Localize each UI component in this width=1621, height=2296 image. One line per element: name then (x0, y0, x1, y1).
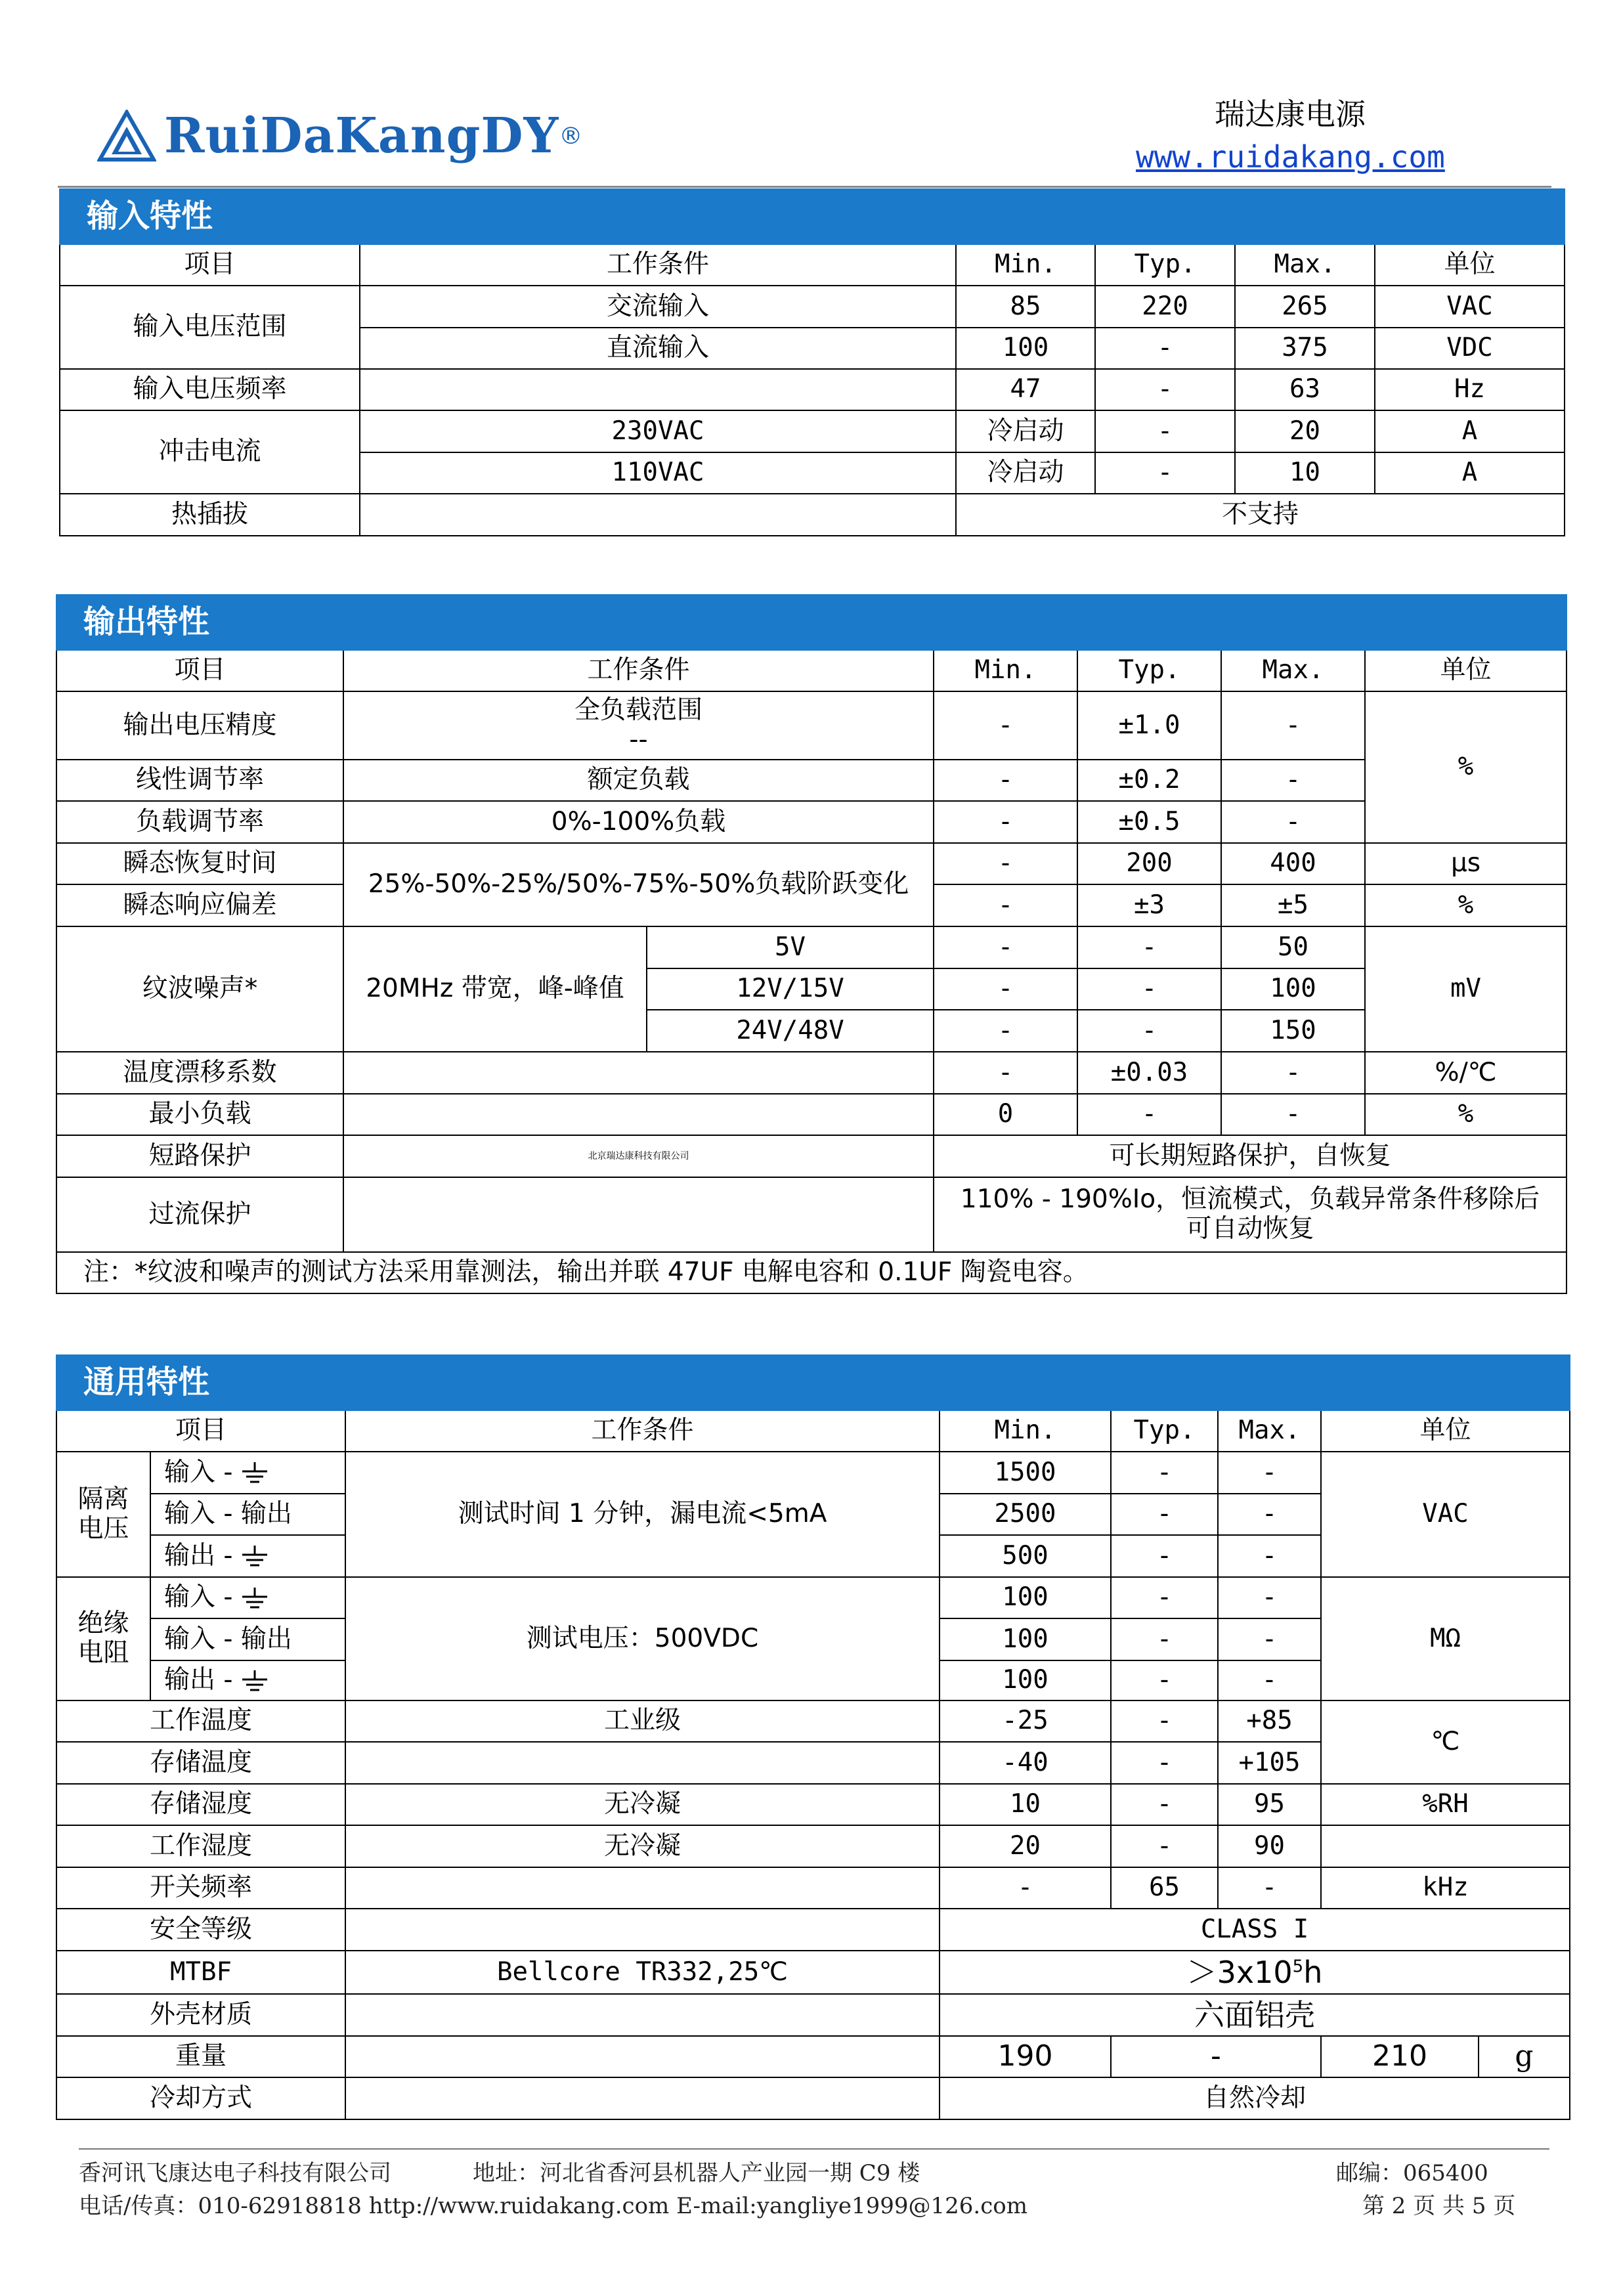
row-label: 重量 (56, 2036, 345, 2077)
value-cell: 自然冷却 (940, 2077, 1570, 2119)
max-cell: 210 (1321, 2036, 1479, 2077)
typ-cell: - (1077, 1094, 1221, 1135)
value-cell: 不支持 (956, 494, 1565, 536)
typ-cell: ±0.03 (1077, 1052, 1221, 1094)
typ-cell: - (1095, 369, 1235, 410)
typ-cell: ±0.5 (1077, 801, 1221, 843)
max-cell: - (1218, 1618, 1321, 1660)
typ-cell: - (1111, 1825, 1218, 1867)
sub-label (150, 1452, 345, 1494)
typ-cell: - (1077, 1010, 1221, 1052)
typ-cell: - (1111, 1700, 1218, 1742)
value-cell (934, 1177, 1567, 1252)
unit-cell: VAC (1321, 1452, 1570, 1577)
condition-cell: 20MHz 带宽，峰-峰值 (343, 926, 647, 1052)
condition-cell (360, 494, 956, 536)
footer-postcode: 邮编：065400 (1336, 2160, 1488, 2186)
company-website-link[interactable]: www.ruidakang.com (1136, 139, 1445, 175)
header-divider (58, 186, 1551, 188)
max-cell: - (1221, 801, 1365, 843)
min-cell: 190 (940, 2036, 1111, 2077)
condition-cell (343, 1094, 934, 1135)
condition-cell (343, 1177, 934, 1252)
max-cell: - (1218, 1452, 1321, 1494)
col-header-item: 项目 (56, 1410, 345, 1452)
unit-cell: A (1375, 410, 1565, 452)
unit-cell: MΩ (1321, 1577, 1570, 1700)
min-cell: - (934, 884, 1077, 926)
col-header-max: Max. (1218, 1410, 1321, 1452)
condition-cell (360, 369, 956, 410)
row-label: 冲击电流 (60, 410, 360, 494)
value-cell (940, 1951, 1570, 1994)
group-label-line-1: 隔离 (77, 1484, 129, 1514)
condition-cell (345, 1742, 940, 1784)
max-cell: 50 (1221, 926, 1365, 968)
max-cell: 265 (1235, 286, 1375, 328)
sub-label-text: 输入 - (164, 1582, 241, 1613)
sub-label-text: 输出 - (164, 1665, 241, 1695)
section-title: 输出特性 (56, 595, 1567, 650)
min-cell: - (934, 801, 1077, 843)
row-label: 工作温度 (56, 1700, 345, 1742)
section-title: 通用特性 (56, 1355, 1570, 1410)
group-label-line-2: 电压 (77, 1513, 129, 1544)
footer-divider (79, 2148, 1549, 2150)
col-header-typ: Typ. (1095, 244, 1235, 286)
condition-cell: 交流输入 (360, 286, 956, 328)
typ-cell: - (1111, 2036, 1321, 2077)
subcondition-cell: 24V/48V (647, 1010, 934, 1052)
unit-cell: VAC (1375, 286, 1565, 328)
min-cell: 100 (940, 1577, 1111, 1618)
typ-cell: - (1111, 1535, 1218, 1577)
col-header-min: Min. (956, 244, 1095, 286)
typ-cell: - (1077, 926, 1221, 968)
row-label: 温度漂移系数 (56, 1052, 343, 1094)
col-header-item: 项目 (56, 650, 343, 691)
row-label: 过流保护 (56, 1177, 343, 1252)
min-cell: - (940, 1867, 1111, 1909)
min-cell: - (934, 760, 1077, 801)
col-header-unit: 单位 (1365, 650, 1567, 691)
registered-mark: ® (559, 122, 583, 150)
condition-cell (345, 1909, 940, 1951)
mtbf-exponent: 5 (1292, 1957, 1304, 1977)
row-label: 存储温度 (56, 1742, 345, 1784)
condition-cell: 110VAC (360, 452, 956, 494)
condition-cell: 230VAC (360, 410, 956, 452)
min-cell: 500 (940, 1535, 1111, 1577)
group-label (56, 1577, 150, 1700)
output-spec-table (56, 594, 1567, 1294)
subcondition-cell: 5V (647, 926, 934, 968)
sub-label-target: 输出 (240, 1624, 292, 1654)
mtbf-value: ＞3x10 (1186, 1954, 1293, 1990)
min-cell: - (934, 1010, 1077, 1052)
condition-cell: 无冷凝 (345, 1784, 940, 1825)
max-cell: - (1218, 1867, 1321, 1909)
min-cell: 冷启动 (956, 410, 1095, 452)
sub-label (150, 1660, 345, 1700)
unit-cell: mV (1365, 926, 1567, 1052)
max-cell: - (1221, 1052, 1365, 1094)
unit-cell: % (1365, 884, 1567, 926)
unit-cell: μs (1365, 843, 1567, 884)
mtbf-unit: h (1303, 1954, 1323, 1990)
max-cell: 10 (1235, 452, 1375, 494)
typ-cell: ±0.2 (1077, 760, 1221, 801)
ground-icon (241, 1546, 269, 1568)
unit-cell: kHz (1321, 1867, 1570, 1909)
row-label: 输入电压范围 (60, 286, 360, 369)
max-cell: ±5 (1221, 884, 1365, 926)
max-cell: 100 (1221, 968, 1365, 1010)
min-cell: 85 (956, 286, 1095, 328)
condition-cell (345, 2036, 940, 2077)
col-header-typ: Typ. (1111, 1410, 1218, 1452)
max-cell: - (1221, 691, 1365, 760)
input-spec-table (59, 188, 1565, 536)
col-header-max: Max. (1221, 650, 1365, 691)
row-label: 存储湿度 (56, 1784, 345, 1825)
row-label: 瞬态响应偏差 (56, 884, 343, 926)
min-cell: -40 (940, 1742, 1111, 1784)
row-label: 外壳材质 (56, 1994, 345, 2036)
row-label: 工作湿度 (56, 1825, 345, 1867)
min-cell: -25 (940, 1700, 1111, 1742)
typ-cell: - (1077, 968, 1221, 1010)
value-line-2: 可自动恢复 (1186, 1214, 1314, 1244)
sub-label-target: 输出 (240, 1499, 292, 1529)
row-label: 冷却方式 (56, 2077, 345, 2119)
ground-icon (241, 1670, 269, 1693)
max-cell: 150 (1221, 1010, 1365, 1052)
row-label: 短路保护 (56, 1135, 343, 1177)
value-cell: 可长期短路保护，自恢复 (934, 1135, 1567, 1177)
min-cell: - (934, 691, 1077, 760)
max-cell: +105 (1218, 1742, 1321, 1784)
min-cell: 47 (956, 369, 1095, 410)
logo-mark-icon (97, 110, 156, 162)
col-header-condition: 工作条件 (343, 650, 934, 691)
typ-cell: - (1111, 1784, 1218, 1825)
condition-cell: 额定负载 (343, 760, 934, 801)
row-label: 最小负载 (56, 1094, 343, 1135)
unit-cell: VDC (1375, 328, 1565, 369)
typ-cell: - (1095, 410, 1235, 452)
col-header-unit: 单位 (1321, 1410, 1570, 1452)
max-cell: 375 (1235, 328, 1375, 369)
col-header-condition: 工作条件 (360, 244, 956, 286)
condition-cell: 测试时间 1 分钟，漏电流<5mA (345, 1452, 940, 1577)
row-label: 负载调节率 (56, 801, 343, 843)
col-header-typ: Typ. (1077, 650, 1221, 691)
min-cell: 0 (934, 1094, 1077, 1135)
max-cell: - (1221, 760, 1365, 801)
min-cell: 冷启动 (956, 452, 1095, 494)
max-cell: - (1218, 1660, 1321, 1700)
condition-cell: 工业级 (345, 1700, 940, 1742)
row-label: 线性调节率 (56, 760, 343, 801)
typ-cell: - (1095, 328, 1235, 369)
min-cell: - (934, 1052, 1077, 1094)
min-cell: 2500 (940, 1494, 1111, 1535)
typ-cell: - (1095, 452, 1235, 494)
unit-cell: g (1479, 2036, 1570, 2077)
row-label: 纹波噪声* (56, 926, 343, 1052)
typ-cell: - (1111, 1660, 1218, 1700)
col-header-min: Min. (940, 1410, 1111, 1452)
footnote: 注：*纹波和噪声的测试方法采用靠测法，输出并联 47UF 电解电容和 0.1UF 陶瓷电容。 (56, 1252, 1567, 1293)
typ-cell: 200 (1077, 843, 1221, 884)
condition-cell (343, 1052, 934, 1094)
sub-label-text: 输入 - (164, 1499, 241, 1529)
max-cell: - (1218, 1577, 1321, 1618)
min-cell: 100 (940, 1660, 1111, 1700)
typ-cell: - (1111, 1494, 1218, 1535)
row-label: 热插拔 (60, 494, 360, 536)
col-header-unit: 单位 (1375, 244, 1565, 286)
sub-label (150, 1618, 345, 1660)
row-label: MTBF (56, 1951, 345, 1994)
footer-contact: 电话/传真：010-62918818 http://www.ruidakang.com E-mail:yangliye1999@126.com (79, 2193, 1027, 2219)
condition-cell: Bellcore TR332,25℃ (345, 1951, 940, 1994)
footer-company: 香河讯飞康达电子科技有限公司 (79, 2160, 391, 2186)
condition-cell: 0%-100%负载 (343, 801, 934, 843)
subcondition-cell: 12V/15V (647, 968, 934, 1010)
row-label: 开关频率 (56, 1867, 345, 1909)
col-header-max: Max. (1235, 244, 1375, 286)
condition-cell (345, 2077, 940, 2119)
unit-cell: A (1375, 452, 1565, 494)
unit-cell (1321, 1825, 1570, 1867)
value-cell: CLASS I (940, 1909, 1570, 1951)
ground-icon (241, 1588, 269, 1610)
col-header-min: Min. (934, 650, 1077, 691)
condition-cell: 直流输入 (360, 328, 956, 369)
sub-label-text: 输入 - (164, 1624, 241, 1654)
typ-cell: ±1.0 (1077, 691, 1221, 760)
max-cell: 95 (1218, 1784, 1321, 1825)
footer-address: 地址：河北省香河县机器人产业园一期 C9 楼 (473, 2160, 920, 2186)
group-label (56, 1452, 150, 1577)
row-label: 输入电压频率 (60, 369, 360, 410)
group-label-line-2: 电阻 (77, 1638, 129, 1668)
typ-cell: - (1111, 1577, 1218, 1618)
max-cell: 20 (1235, 410, 1375, 452)
min-cell: 100 (956, 328, 1095, 369)
ground-icon (241, 1462, 269, 1484)
unit-cell: % (1365, 1094, 1567, 1135)
sub-label-text: 输入 - (164, 1457, 241, 1487)
condition-subtext: -- (629, 725, 648, 754)
value-line-1: 110% - 190%Io，恒流模式，负载异常条件移除后 (960, 1184, 1540, 1215)
min-cell: 1500 (940, 1452, 1111, 1494)
typ-cell: - (1111, 1742, 1218, 1784)
unit-cell: % (1365, 691, 1567, 843)
min-cell: 100 (940, 1618, 1111, 1660)
row-label: 瞬态恢复时间 (56, 843, 343, 884)
min-cell: - (934, 843, 1077, 884)
group-label-line-1: 绝缘 (77, 1609, 129, 1639)
typ-cell: ±3 (1077, 884, 1221, 926)
general-spec-table (56, 1354, 1570, 2120)
max-cell: - (1221, 1094, 1365, 1135)
condition-text: 全负载范围 (574, 695, 702, 726)
company-logo (97, 100, 582, 172)
typ-cell: - (1111, 1618, 1218, 1660)
typ-cell: - (1111, 1452, 1218, 1494)
row-label: 安全等级 (56, 1909, 345, 1951)
max-cell: 90 (1218, 1825, 1321, 1867)
unit-cell: %RH (1321, 1784, 1570, 1825)
min-cell: 20 (940, 1825, 1111, 1867)
value-cell: 六面铝壳 (940, 1994, 1570, 2036)
condition-cell: 测试电压：500VDC (345, 1577, 940, 1700)
typ-cell: 220 (1095, 286, 1235, 328)
condition-cell: 无冷凝 (345, 1825, 940, 1867)
sub-label-text: 输出 - (164, 1540, 241, 1570)
condition-cell: 25%-50%-25%/50%-75%-50%负载阶跃变化 (343, 843, 934, 926)
max-cell: 63 (1235, 369, 1375, 410)
typ-cell: 65 (1111, 1867, 1218, 1909)
condition-cell (345, 1867, 940, 1909)
footer-page-number: 第 2 页 共 5 页 (1362, 2193, 1516, 2219)
max-cell: 400 (1221, 843, 1365, 884)
sub-label (150, 1577, 345, 1618)
unit-cell: Hz (1375, 369, 1565, 410)
company-name: 瑞达康电源 (1215, 97, 1366, 132)
max-cell: - (1218, 1494, 1321, 1535)
sub-label (150, 1535, 345, 1577)
col-header-item: 项目 (60, 244, 360, 286)
min-cell: - (934, 968, 1077, 1010)
logo-text: RuiDaKangDY (164, 108, 559, 164)
unit-cell: %/℃ (1365, 1052, 1567, 1094)
condition-cell (345, 1994, 940, 2036)
condition-cell (343, 691, 934, 760)
min-cell: 10 (940, 1784, 1111, 1825)
min-cell: - (934, 926, 1077, 968)
max-cell: - (1218, 1535, 1321, 1577)
condition-cell: 北京瑞达康科技有限公司 (343, 1135, 934, 1177)
section-title: 输入特性 (60, 189, 1565, 244)
sub-label (150, 1494, 345, 1535)
col-header-condition: 工作条件 (345, 1410, 940, 1452)
row-label: 输出电压精度 (56, 691, 343, 760)
max-cell: +85 (1218, 1700, 1321, 1742)
unit-cell: ℃ (1321, 1700, 1570, 1784)
